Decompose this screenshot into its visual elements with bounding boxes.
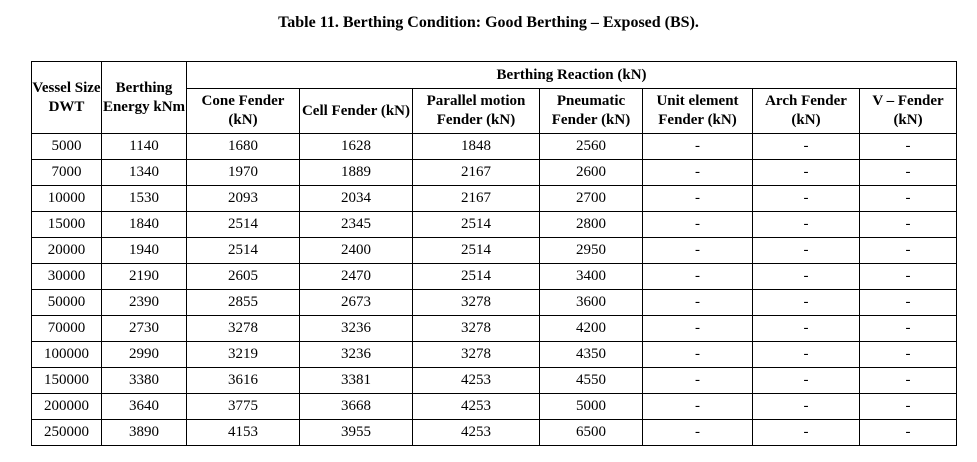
table-cell: - [643,368,753,394]
table-cell: - [643,290,753,316]
table-cell: 2470 [300,264,413,290]
table-cell: 4550 [540,368,643,394]
table-cell: 1140 [102,134,187,160]
table-caption: Table 11. Berthing Condition: Good Berthing – Exposed (BS). [278,14,699,31]
table-cell: - [860,342,957,368]
table-cell: 1340 [102,160,187,186]
table-cell: 2990 [102,342,187,368]
table-cell: - [753,342,860,368]
table-cell: - [753,238,860,264]
table-cell: 3400 [540,264,643,290]
table-cell: - [753,394,860,420]
table-cell: 3668 [300,394,413,420]
table-row [32,316,957,342]
header-cone-fender: Cone Fender (kN) [187,89,300,134]
table-cell: 2700 [540,186,643,212]
table-cell: 15000 [32,212,102,238]
table-cell: 4253 [413,420,540,446]
table-cell: - [753,420,860,446]
table-cell: 250000 [32,420,102,446]
table-cell: - [860,368,957,394]
table-row [32,342,957,368]
table-row [32,212,957,238]
header-berthing-reaction: Berthing Reaction (kN) [187,62,957,89]
table-cell: 3616 [187,368,300,394]
table-row [32,134,957,160]
table-cell: 2514 [413,212,540,238]
table-cell: 1940 [102,238,187,264]
table-cell: 2730 [102,316,187,342]
header-pneumatic-fender: Pneumatic Fender (kN) [540,89,643,134]
table-cell: 1628 [300,134,413,160]
table-cell: 3640 [102,394,187,420]
table-cell: - [860,420,957,446]
table-cell: 2390 [102,290,187,316]
table-cell: - [643,420,753,446]
table-cell: 2560 [540,134,643,160]
header-v-fender: V – Fender (kN) [860,89,957,134]
table-cell: - [643,342,753,368]
header-arch-fender: Arch Fender (kN) [753,89,860,134]
table-cell: 3890 [102,420,187,446]
table-cell: 20000 [32,238,102,264]
table-cell: 30000 [32,264,102,290]
table-cell: - [643,394,753,420]
table-cell: - [860,212,957,238]
table-cell: - [860,316,957,342]
table-cell: 3380 [102,368,187,394]
table-row [32,394,957,420]
table-row [32,264,957,290]
table-cell: - [643,238,753,264]
table-cell: 1680 [187,134,300,160]
header-berthing-energy: Berthing Energy kNm [102,62,187,134]
table-cell: 2345 [300,212,413,238]
table-cell: 2514 [187,238,300,264]
table-cell: 2034 [300,186,413,212]
table-cell: 100000 [32,342,102,368]
table-cell: 3278 [413,290,540,316]
table-cell: 2855 [187,290,300,316]
table-cell: 2514 [187,212,300,238]
table-cell: - [860,238,957,264]
table-cell: 3278 [413,342,540,368]
table-cell: 1530 [102,186,187,212]
table-row [32,186,957,212]
header-cell-fender: Cell Fender (kN) [300,89,413,134]
table-cell: 3236 [300,316,413,342]
table-cell: 10000 [32,186,102,212]
table-cell: 150000 [32,368,102,394]
table-cell: - [753,316,860,342]
header-parallel-motion-fender: Parallel motion Fender (kN) [413,89,540,134]
table-cell: 2600 [540,160,643,186]
table-cell: 2093 [187,186,300,212]
header-vessel-size: Vessel Size DWT [32,62,102,134]
table-cell: 4350 [540,342,643,368]
table-cell: - [643,134,753,160]
table-cell: 3775 [187,394,300,420]
table-body [32,134,957,446]
table-cell: 7000 [32,160,102,186]
table-cell: 3381 [300,368,413,394]
table-row [32,238,957,264]
table-cell: - [753,264,860,290]
table-cell: 2167 [413,186,540,212]
table-row [32,160,957,186]
table-cell: 5000 [540,394,643,420]
header-unit-element-fender: Unit element Fender (kN) [643,89,753,134]
table-row [32,420,957,446]
table-cell: 2167 [413,160,540,186]
table-cell: - [860,186,957,212]
table-cell: 4253 [413,394,540,420]
table-row [32,290,957,316]
table-cell: 2605 [187,264,300,290]
table-cell: - [860,134,957,160]
table-cell: 2673 [300,290,413,316]
table-cell: - [860,264,957,290]
table-cell: 1889 [300,160,413,186]
table-cell: - [643,160,753,186]
table-cell: - [753,368,860,394]
table-cell: - [643,264,753,290]
table-cell: 2400 [300,238,413,264]
table-cell: 1970 [187,160,300,186]
berthing-table [31,61,957,446]
table-cell: 3278 [187,316,300,342]
table-cell: - [753,290,860,316]
table-row [32,368,957,394]
table-cell: - [860,290,957,316]
table-cell: 1848 [413,134,540,160]
table-cell: 200000 [32,394,102,420]
table-cell: - [753,186,860,212]
table-cell: - [753,160,860,186]
table-cell: - [860,394,957,420]
table-cell: 70000 [32,316,102,342]
table-cell: 2950 [540,238,643,264]
table-cell: 2514 [413,238,540,264]
table-cell: 5000 [32,134,102,160]
table-cell: 4200 [540,316,643,342]
table-cell: 3236 [300,342,413,368]
table-cell: - [643,186,753,212]
table-cell: 2514 [413,264,540,290]
table-cell: 3955 [300,420,413,446]
table-cell: 1840 [102,212,187,238]
table-cell: 6500 [540,420,643,446]
table-cell: 4253 [413,368,540,394]
table-cell: - [753,134,860,160]
table-cell: 2190 [102,264,187,290]
table-cell: - [643,316,753,342]
table-cell: 2800 [540,212,643,238]
table-cell: 4153 [187,420,300,446]
table-cell: - [643,212,753,238]
table-cell: 3600 [540,290,643,316]
table-cell: 3219 [187,342,300,368]
table-cell: - [860,160,957,186]
table-cell: 3278 [413,316,540,342]
table-cell: 50000 [32,290,102,316]
table-cell: - [753,212,860,238]
